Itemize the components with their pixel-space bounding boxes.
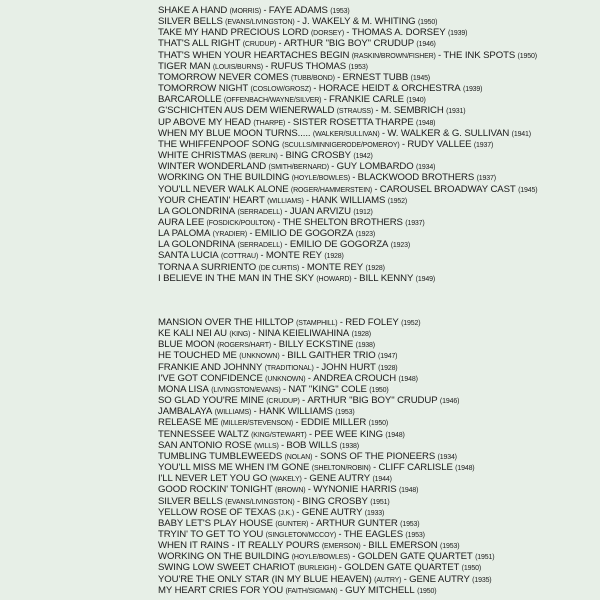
track-songwriters: (NOLAN) [284,453,313,461]
track-title-line: MONA LISA (LIVINGSTON/EVANS) - NAT "KING" COLE (1950) [158,383,389,395]
track-title: TOMORROW NIGHT [158,83,249,95]
track-title-line: TENNESSEE WALTZ (KING/STEWART) - PEE WEE KING (1948) [158,428,405,440]
track-title-line: UP ABOVE MY HEAD (THARPE) - SISTER ROSETTA THARPE (1948) [158,116,436,128]
track-artist: BING CROSBY [302,495,368,507]
track-songwriters: (FOSDICK/POULTON) [206,219,275,227]
track-songwriters: (GUNTER) [275,520,309,528]
track-title: LA GOLONDRINA [158,239,236,251]
track-title-line: TUMBLING TUMBLEWEEDS (NOLAN) - SONS OF THE PIONEERS (1934) [158,450,457,462]
track-title: SWING LOW SWEET CHARIOT [158,562,296,574]
track-title: YOU'LL NEVER WALK ALONE [158,183,289,195]
track-artist: W. WALKER & G. SULLIVAN [387,127,510,139]
track-artist: M. SEMBRICH [380,105,444,117]
track-title: UP ABOVE MY HEAD [158,116,251,128]
track-artist: BILL KENNY [359,272,414,284]
track-title-line: SANTA LUCIA (COTTRAU) - MONTE REY (1928) [158,250,344,262]
track-songwriters: (DORSEY) [310,30,345,38]
track-songwriters: (WILLS) [254,442,279,450]
track-title-line: YOU'RE THE ONLY STAR (IN MY BLUE HEAVEN) (AUTRY) - GENE AUTRY (1935) [158,573,492,585]
track-title-line: YOU'LL MISS ME WHEN I'M GONE (SHELTON/ROBIN) - CLIFF CARLISLE (1948) [158,462,475,474]
track-songwriters: (LOUIS/BURNS) [212,63,263,71]
track-title: TRYIN' TO GET TO YOU [158,528,264,540]
track-artist: THE EAGLES [343,528,404,540]
track-artist: THE INK SPOTS [443,49,516,61]
track-songwriters: (EMERSON) [321,543,361,551]
track-artist: GUY MITCHELL [345,584,415,596]
track-songwriters: (SHELTON/ROBIN) [311,465,371,473]
track-artist: ARTHUR "BIG BOY" CRUDUP [283,38,414,50]
track-title: WHEN MY BLUE MOON TURNS..... [158,127,311,139]
track-songwriters: (HOWARD) [316,275,352,283]
track-title: I BELIEVE IN THE MAN IN THE SKY [158,272,314,284]
track-artist: GOLDEN GATE QUARTET [357,551,473,563]
track-artist: HANK WILLIAMS [258,406,333,418]
track-artist: GENE AUTRY [409,573,470,585]
track-artist: FRANKIE CARLE [329,94,404,106]
track-songwriters: (SERRADELL) [237,208,283,216]
track-title: KE KALI NEI AU [158,328,227,340]
track-year: (1933) [364,509,385,517]
track-year: (1953) [400,520,420,528]
track-title: I'VE GOT CONFIDENCE [158,372,263,384]
track-title-line: YOUR CHEATIN' HEART (WILLIAMS) - HANK WILLIAMS (1952) [158,194,408,206]
track-year: (1939) [463,86,483,94]
track-year: (1948) [398,375,418,383]
track-songwriters: (UNKNOWN) [239,353,280,361]
track-title-line: THAT'S WHEN YOUR HEARTACHES BEGIN (RASKIN/BROWN/FISHER) - THE INK SPOTS (1950) [158,49,537,61]
track-songwriters: (SCULLS/MINNIGERODE/POMEROY) [282,141,400,149]
track-year: (1953) [335,409,355,417]
track-title: TAKE MY HAND PRECIOUS LORD [158,27,309,39]
track-artist: JUAN ARVIZU [289,205,351,217]
track-title: YOU'RE THE ONLY STAR (IN MY BLUE HEAVEN) [158,573,372,585]
track-artist: NINA KEIELIWAHINA [257,328,350,340]
track-songwriters: (CRUDUP) [266,398,300,406]
track-year: (1948) [416,119,436,127]
track-title: HE TOUCHED ME [158,350,237,362]
track-songwriters: (UNKNOWN) [265,375,306,383]
track-title-line: I BELIEVE IN THE MAN IN THE SKY (HOWARD) - BILL KENNY (1949) [158,272,436,284]
track-songwriters: (MILLER/STEVENSON) [220,420,294,428]
track-songwriters: (COTTRAU) [220,253,259,261]
track-songwriters: (SMITH/BERNARD) [268,164,329,172]
track-songwriters: (EVANS/LIVINGSTON) [225,19,295,27]
track-year: (1950) [369,386,389,394]
track-title-line: TOMORROW NIGHT (COSLOW/GROSZ) - HORACE HEIDT & ORCHESTRA (1939) [158,83,483,95]
track-year: (1928) [351,331,371,339]
track-year: (1953) [330,8,350,15]
track-year: (1948) [455,465,475,473]
track-artist: THE SHELTON BROTHERS [282,216,403,228]
track-title-line: WHITE CHRISTMAS (BERLIN) - BING CROSBY (1942) [158,150,373,162]
track-year: (1946) [416,41,436,49]
track-title: YOUR CHEATIN' HEART [158,194,265,206]
track-artist: BOB WILLS [286,439,338,451]
track-year: (1953) [440,543,460,551]
track-artist: CAROUSEL BROADWAY CAST [379,183,516,195]
track-artist: HANK WILLIAMS [311,194,386,206]
track-songwriters: (RASKIN/BROWN/FISHER) [351,52,436,60]
track-artist: GOLDEN GATE QUARTET [344,562,460,574]
track-title: TUMBLING TUMBLEWEEDS [158,450,283,462]
track-title-line: LA PALOMA (YRADIER) - EMILIO DE GOGORZA (1923) [158,228,376,240]
track-artist: FAYE ADAMS [268,5,328,16]
track-songwriters: (COSLOW/GROSZ) [250,86,312,94]
track-artist: RUFUS THOMAS [270,60,347,72]
track-title: TIGER MAN [158,60,211,72]
track-title-line: KE KALI NEI AU (KING) - NINA KEIELIWAHINA (1928) [158,328,371,340]
track-year: (1952) [401,320,421,327]
track-artist: EDDIE MILLER [300,417,367,429]
track-title-line: LA GOLONDRINA (SERRADELL) - JUAN ARVIZU (1912) [158,205,373,217]
track-songwriters: (BROWN) [275,487,306,495]
track-year: (1944) [372,476,392,484]
track-title-line: GOOD ROCKIN' TONIGHT (BROWN) - WYNONIE HARRIS (1948) [158,484,419,496]
track-title: THAT'S WHEN YOUR HEARTACHES BEGIN [158,49,350,61]
track-year: (1950) [417,587,437,595]
track-year: (1945) [410,74,430,82]
track-year: (1941) [511,130,531,138]
track-artist: J. WAKELY & M. WHITING [302,16,416,28]
track-title: GOOD ROCKIN' TONIGHT [158,484,273,496]
track-artist: BILLY ECKSTINE [278,339,354,351]
track-title: LA PALOMA [158,228,211,240]
track-title-line: THE WHIFFENPOOF SONG (SCULLS/MINNIGERODE/POMEROY) - RUDY VALLEE (1937) [158,138,494,150]
track-year: (1934) [437,453,457,461]
track-year: (1940) [406,97,426,105]
track-songwriters: (AUTRY) [374,576,402,584]
track-title-line: I'VE GOT CONFIDENCE (UNKNOWN) - ANDREA CROUCH (1948) [158,372,418,384]
track-artist: MONTE REY [306,261,364,273]
track-title-line: SWING LOW SWEET CHARIOT (BURLEIGH) - GOLDEN GATE QUARTET (1950) [158,562,482,574]
track-title: WHEN IT RAINS - IT REALLY POURS [158,540,320,552]
track-artist: PEE WEE KING [314,428,383,440]
track-title-line: MY HEART CRIES FOR YOU (FAITH/SIGMAN) - GUY MITCHELL (1950) [158,584,437,596]
track-songwriters: (ROGERS/HART) [217,342,272,350]
track-title-line: BLUE MOON (ROGERS/HART) - BILLY ECKSTINE (1938) [158,339,375,351]
track-title: FRANKIE AND JOHNNY [158,361,263,373]
track-title-line: WORKING ON THE BUILDING (HOYLE/BOWLES) - BLACKWOOD BROTHERS (1937) [158,172,496,184]
track-title-line: TRYIN' TO GET TO YOU (SINGLETON/MCCOY) - THE EAGLES (1953) [158,528,425,540]
track-title: LA GOLONDRINA [158,205,236,217]
track-year: (1953) [348,63,368,71]
track-title: WORKING ON THE BUILDING [158,551,290,563]
track-year: (1951) [370,498,390,506]
track-title-line: WINTER WONDERLAND (SMITH/BERNARD) - GUY LOMBARDO (1934) [158,161,436,173]
track-title: RELEASE ME [158,417,219,429]
track-artist: GUY LOMBARDO [336,161,414,173]
track-title-line: YELLOW ROSE OF TEXAS (J.K.) - GENE AUTRY (1933) [158,506,385,518]
track-year: (1948) [385,431,405,439]
track-artist: HORACE HEIDT & ORCHESTRA [318,83,461,95]
track-title-line: WHEN MY BLUE MOON TURNS..... (WALKER/SULLIVAN) - W. WALKER & G. SULLIVAN (1941) [158,127,531,139]
track-artist: BING CROSBY [285,150,351,162]
track-title: MONA LISA [158,383,209,395]
track-year: (1928) [365,264,385,272]
track-artist: BILL GAITHER TRIO [287,350,376,362]
track-year: (1951) [475,554,495,562]
track-title: SANTA LUCIA [158,250,219,262]
track-title: SILVER BELLS [158,495,223,507]
track-year: (1937) [476,175,496,183]
track-artist: THOMAS A. DORSEY [351,27,446,39]
track-title: JAMBALAYA [158,406,213,418]
track-year: (1939) [447,30,468,38]
track-artist: EMILIO DE GOGORZA [254,228,354,240]
track-songwriters: (BURLEIGH) [297,565,337,573]
track-title-line: BABY LET'S PLAY HOUSE (GUNTER) - ARTHUR GUNTER (1953) [158,517,420,529]
track-year: (1950) [368,420,389,428]
track-artist: GENE AUTRY [309,473,371,485]
track-title-line: SILVER BELLS (EVANS/LIVINGSTON) - BING CROSBY (1951) [158,495,390,507]
track-title-line: TORNA A SURRIENTO (DE CURTIS) - MONTE REY (1928) [158,261,385,273]
track-title-line: TAKE MY HAND PRECIOUS LORD (DORSEY) - THOMAS A. DORSEY (1939) [158,27,468,39]
track-title-line: RELEASE ME (MILLER/STEVENSON) - EDDIE MILLER (1950) [158,417,389,429]
track-year: (1923) [355,231,376,239]
track-title: I'LL NEVER LET YOU GO [158,473,268,485]
track-title-line: BARCAROLLE (OFFENBACH/WAYNE/SILVER) - FRANKIE CARLE (1940) [158,94,426,106]
track-title-line: JAMBALAYA (WILLIAMS) - HANK WILLIAMS (1953) [158,406,355,418]
track-title-line: G'SCHICHTEN AUS DEM WIENERWALD (STRAUSS) - M. SEMBRICH (1931) [158,105,466,117]
track-title: THE WHIFFENPOOF SONG [158,138,280,150]
track-songwriters: (TRADITIONAL) [264,364,314,372]
track-year: (1947) [378,353,398,361]
track-artist: ARTHUR GUNTER [316,517,398,529]
track-artist: ANDREA CROUCH [313,372,397,384]
track-title-line: SO GLAD YOU'RE MINE (CRUDUP) - ARTHUR "BIG BOY" CRUDUP (1946) [158,395,460,407]
track-songwriters: (FAITH/SIGMAN) [285,587,338,595]
track-year: (1912) [353,208,373,216]
track-title-line: TIGER MAN (LOUIS/BURNS) - RUFUS THOMAS (1953) [158,60,368,72]
track-songwriters: (ROGER/HAMMERSTEIN) [290,186,373,194]
track-title-line: THAT'S ALL RIGHT (CRUDUP) - ARTHUR "BIG BOY" CRUDUP (1946) [158,38,436,50]
track-songwriters: (WILLIAMS) [214,409,252,417]
track-title: WORKING ON THE BUILDING [158,172,290,184]
track-artist: EMILIO DE GOGORZA [289,239,389,251]
track-title: SILVER BELLS [158,16,223,28]
track-title: YELLOW ROSE OF TEXAS [158,506,276,518]
track-title-line: LA GOLONDRINA (SERRADELL) - EMILIO DE GOGORZA (1923) [158,239,411,251]
track-songwriters: (J.K.) [278,509,295,517]
track-title: WINTER WONDERLAND [158,161,267,173]
track-title: THAT'S ALL RIGHT [158,38,241,50]
track-artist: RED FOLEY [345,317,399,328]
track-title-line: WHEN IT RAINS - IT REALLY POURS (EMERSON) - BILL EMERSON (1953) [158,540,460,552]
track-title: BARCAROLLE [158,94,222,106]
track-songwriters: (WALKER/SULLIVAN) [312,130,380,138]
track-songwriters: (YRADIER) [212,231,248,239]
track-year: (1950) [417,19,438,27]
track-artist: MONTE REY [265,250,322,262]
track-title: SO GLAD YOU'RE MINE [158,395,264,407]
track-title-line: WORKING ON THE BUILDING (HOYLE/BOWLES) - GOLDEN GATE QUARTET (1951) [158,551,495,563]
track-title-line: SILVER BELLS (EVANS/LIVINGSTON) - J. WAKELY & M. WHITING (1950) [158,16,438,28]
track-songwriters: (WILLIAMS) [267,197,304,205]
track-songwriters: (HOYLE/BOWLES) [291,554,350,562]
track-title-line: I'LL NEVER LET YOU GO (WAKELY) - GENE AUTRY (1944) [158,473,392,485]
track-year: (1953) [405,531,425,539]
track-year: (1938) [339,442,359,450]
track-title: WHITE CHRISTMAS [158,150,247,162]
track-songwriters: (EVANS/LIVINGSTON) [225,498,295,506]
track-title-line: TOMORROW NEVER COMES (TUBB/BOND) - ERNEST TUBB (1945) [158,71,430,83]
track-title-line: HE TOUCHED ME (UNKNOWN) - BILL GAITHER TRIO (1947) [158,350,398,362]
track-year: (1938) [355,342,375,350]
track-year: (1949) [415,275,436,283]
track-title: YOU'LL MISS ME WHEN I'M GONE [158,462,310,474]
track-artist: ERNEST TUBB [342,71,409,83]
track-year: (1945) [518,186,538,194]
track-songwriters: (BERLIN) [248,153,278,161]
track-year: (1923) [390,242,411,250]
track-artist: JOHN HURT [321,361,376,373]
track-year: (1928) [324,253,344,261]
track-songwriters: (HOYLE/BOWLES) [291,175,350,183]
track-songwriters: (SINGLETON/MCCOY) [265,531,337,539]
track-artist: CLIFF CARLISLE [378,462,453,474]
track-artist: GENE AUTRY [301,506,363,518]
track-songwriters: (OFFENBACH/WAYNE/SILVER) [223,97,322,105]
track-songwriters: (CRUDUP) [242,41,277,49]
track-songwriters: (TUBB/BOND) [290,74,335,82]
track-year: (1946) [439,398,460,406]
track-title: MANSION OVER THE HILLTOP [158,317,294,328]
track-title: TORNA A SURRIENTO [158,261,257,273]
track-title: BABY LET'S PLAY HOUSE [158,517,273,529]
track-artist: SONS OF THE PIONEERS [320,450,436,462]
track-songwriters: (WAKELY) [269,476,302,484]
track-title: SHAKE A HAND [158,5,228,16]
track-songwriters: (THARPE) [253,119,286,127]
track-songwriters: (KING/STEWART) [251,431,307,439]
track-artist: BLACKWOOD BROTHERS [357,172,475,184]
track-songwriters: (STRAUSS) [336,108,374,116]
track-year: (1931) [446,108,466,116]
track-title-line: SHAKE A HAND (MORRIS) - FAYE ADAMS (1953) [158,5,350,16]
track-title-line: YOU'LL NEVER WALK ALONE (ROGER/HAMMERSTEIN) - CAROUSEL BROADWAY CAST (1945) [158,183,538,195]
track-songwriters: (DE CURTIS) [258,264,300,272]
track-title: TENNESSEE WALTZ [158,428,249,440]
track-title-line: SAN ANTONIO ROSE (WILLS) - BOB WILLS (1938) [158,439,359,451]
track-songwriters: (LIVINGSTON/EVANS) [211,386,281,394]
track-year: (1937) [405,219,425,227]
track-year: (1942) [353,153,373,161]
track-title: MY HEART CRIES FOR YOU [158,584,284,596]
track-songwriters: (KING) [229,331,251,339]
track-title-line: MANSION OVER THE HILLTOP (STAMPHILL) - RED FOLEY (1952) [158,317,421,328]
track-year: (1934) [416,164,436,172]
track-year: (1948) [398,487,419,495]
track-title: SAN ANTONIO ROSE [158,439,252,451]
track-songwriters: (STAMPHILL) [296,320,338,327]
track-year: (1952) [387,197,408,205]
track-artist: SISTER ROSETTA THARPE [292,116,414,128]
track-artist: BILL EMERSON [368,540,438,552]
track-title: AURA LEE [158,216,205,228]
track-artist: NAT "KING" COLE [288,383,367,395]
track-title-line: FRANKIE AND JOHNNY (TRADITIONAL) - JOHN HURT (1928) [158,361,398,373]
track-year: (1950) [461,565,482,573]
track-title-line: AURA LEE (FOSDICK/POULTON) - THE SHELTON BROTHERS (1937) [158,216,425,228]
track-artist: ARTHUR "BIG BOY" CRUDUP [307,395,438,407]
track-year: (1935) [472,576,492,584]
track-artist: RUDY VALLEE [407,138,472,150]
track-title: BLUE MOON [158,339,215,351]
track-title: TOMORROW NEVER COMES [158,71,289,83]
track-year: (1928) [378,364,398,372]
track-year: (1950) [517,52,537,60]
track-title: G'SCHICHTEN AUS DEM WIENERWALD [158,105,335,117]
track-year: (1937) [473,141,494,149]
track-artist: WYNONIE HARRIS [313,484,397,496]
track-songwriters: (SERRADELL) [237,242,283,250]
track-songwriters: (MORRIS) [229,8,262,15]
